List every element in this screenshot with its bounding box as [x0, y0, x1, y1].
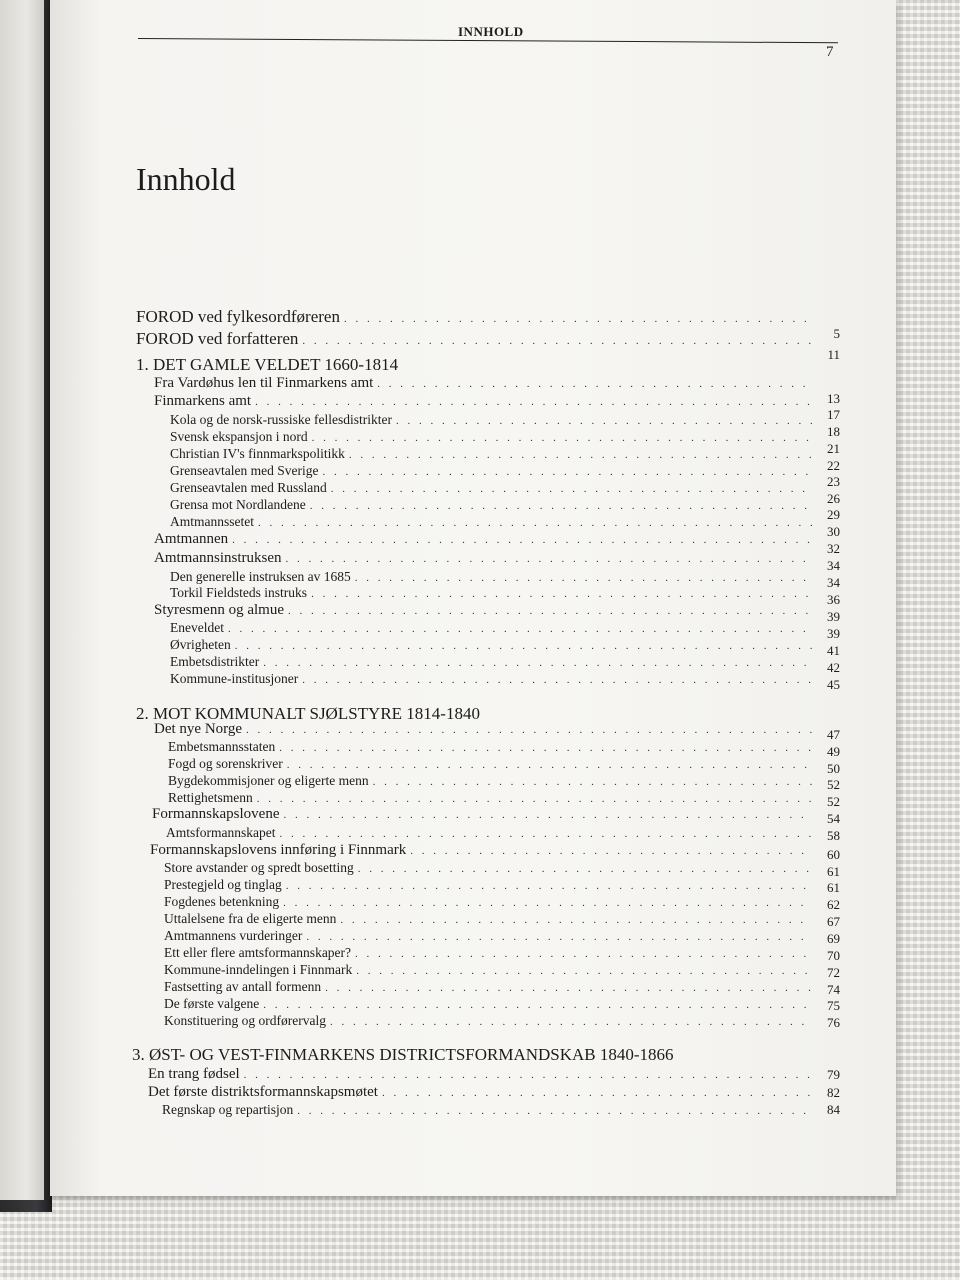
toc-entry	[150, 842, 816, 862]
toc-page-number: 61	[827, 864, 840, 879]
toc-entry-text: Regnskap og repartisjon	[162, 1102, 294, 1117]
leader-dots	[279, 742, 812, 754]
toc-entry-text: FOROD ved forfatteren	[136, 329, 299, 348]
toc-page-number: 39	[827, 626, 840, 641]
leader-dots	[355, 572, 812, 584]
toc-page-number: 36	[827, 592, 840, 607]
toc-entry-text: Fastsetting av antall formenn	[164, 979, 322, 994]
toc-page-number: 13	[827, 391, 840, 406]
leader-dots	[330, 1016, 812, 1028]
toc-entry-text: Den generelle instruksen av 1685	[170, 569, 351, 584]
leader-dots	[228, 623, 812, 635]
toc-page-number: 62	[827, 897, 840, 912]
leader-dots	[258, 517, 812, 529]
toc-entry	[164, 1013, 816, 1033]
leader-dots	[286, 553, 813, 565]
leader-dots	[355, 948, 812, 960]
leader-dots	[344, 313, 812, 325]
toc-entry-text: Amtmannens vurderinger	[164, 928, 303, 943]
toc-entry-text: Øvrigheten	[170, 637, 231, 652]
leader-dots	[286, 880, 812, 892]
leader-dots	[255, 396, 812, 408]
toc-entry	[162, 1102, 814, 1122]
toc-page-number: 79	[827, 1067, 840, 1082]
toc-entry-text: Kommune-inndelingen i Finnmark	[164, 962, 353, 977]
toc-entry-text: Fogdenes betenkning	[164, 894, 280, 909]
toc-page-number: 47	[827, 727, 840, 742]
toc-entry-text: Styresmenn og almue	[154, 602, 284, 618]
leader-dots	[283, 897, 812, 909]
toc-entry	[148, 1066, 814, 1086]
toc-page-number: 34	[827, 575, 840, 590]
toc-page-number: 67	[827, 914, 840, 929]
toc-entry-text: Prestegjeld og tinglag	[164, 877, 282, 892]
toc-page-number: 26	[827, 491, 840, 506]
toc-page-number: 23	[827, 474, 840, 489]
toc-page-number: 42	[827, 660, 840, 675]
toc-page-number: 69	[827, 931, 840, 946]
toc-entry-text: Amtmannsinstruksen	[154, 550, 282, 566]
toc-entry-text: Eneveldet	[170, 620, 224, 635]
toc-page-number: 72	[827, 965, 840, 980]
toc-page-number: 52	[827, 794, 840, 809]
toc-entry	[148, 1084, 814, 1104]
toc-entry	[154, 393, 816, 413]
leader-dots	[302, 335, 812, 347]
leader-dots	[297, 1105, 810, 1117]
toc-entry-text: Fogd og sorenskriver	[168, 756, 283, 771]
leader-dots	[410, 845, 812, 857]
leader-dots	[310, 500, 812, 512]
leader-dots	[283, 809, 812, 821]
toc-entry-text: 2. MOT KOMMUNALT SJØLSTYRE 1814-1840	[136, 704, 480, 723]
toc-entry-text: FOROD ved fylkesordføreren	[136, 307, 340, 326]
toc-page-number: 70	[827, 948, 840, 963]
leader-dots	[306, 931, 812, 943]
toc-chapter-heading	[136, 355, 816, 375]
leader-dots	[244, 1069, 810, 1081]
page-number: 7	[826, 44, 834, 60]
toc-page-number: 49	[827, 744, 840, 759]
toc-page-number: 60	[827, 847, 840, 862]
toc-page-number: 11	[827, 347, 840, 362]
toc-page-number: 30	[827, 524, 840, 539]
toc-entry-text: Grenseavtalen med Russland	[170, 480, 327, 495]
toc-page-number: 74	[827, 982, 840, 997]
toc-entry-text: De første valgene	[164, 996, 260, 1011]
toc-entry-text: Rettighetsmenn	[168, 790, 253, 805]
toc-entry	[136, 307, 816, 327]
leader-dots	[325, 982, 812, 994]
toc-page-number: 22	[827, 458, 840, 473]
toc-page-number: 39	[827, 609, 840, 624]
toc-entry-text: Svensk ekspansjon i nord	[170, 429, 308, 444]
toc-entry-text: Amtsformannskapet	[166, 825, 276, 840]
toc-entry-text: Uttalelsene fra de eligerte menn	[164, 911, 337, 926]
toc-entry-text: Ett eller flere amtsformannskaper?	[164, 945, 352, 960]
toc-entry-text: Det nye Norge	[154, 721, 243, 737]
toc-page-number: 84	[827, 1102, 840, 1117]
leader-dots	[311, 588, 812, 600]
leader-dots	[331, 483, 812, 495]
toc-entry-text: Finmarkens amt	[154, 393, 252, 409]
leader-dots	[356, 965, 812, 977]
toc-page-number: 54	[827, 811, 840, 826]
leader-dots	[349, 449, 812, 461]
toc-page-number: 32	[827, 541, 840, 556]
toc-entry	[154, 531, 816, 551]
toc-entry-text: Christian IV's finnmarkspolitikk	[170, 446, 345, 461]
toc-entry-text: Store avstander og spredt bosetting	[164, 860, 354, 875]
toc-page-number: 50	[827, 761, 840, 776]
toc-page-number: 82	[827, 1085, 840, 1100]
toc-page-number: 61	[827, 880, 840, 895]
leader-dots	[382, 1087, 810, 1099]
leader-dots	[322, 466, 812, 478]
toc-entry-text: Formannskapslovene	[152, 806, 280, 822]
leader-dots	[246, 724, 812, 736]
toc-page-number: 41	[827, 643, 840, 658]
toc-entry	[152, 806, 816, 826]
toc-entry-text: Formannskapslovens innføring i Finnmark	[150, 842, 407, 858]
toc-entry-text: Det første distriktsformannskapsmøtet	[148, 1084, 378, 1100]
toc-page-number: 76	[827, 1015, 840, 1030]
leader-dots	[263, 657, 812, 669]
toc-page-number: 75	[827, 998, 840, 1013]
toc-page-number: 29	[827, 507, 840, 522]
leader-dots	[288, 605, 812, 617]
leader-dots	[302, 674, 812, 686]
toc-page-number: 5	[833, 326, 840, 341]
leader-dots	[358, 863, 812, 875]
toc-entry-text: Torkil Fieldsteds instruks	[170, 585, 308, 600]
toc-entry-text: Grensa mot Nordlandene	[170, 497, 306, 512]
running-head: INNHOLD	[458, 24, 524, 39]
leader-dots	[263, 999, 812, 1011]
toc-entry-text: Kola og de norsk-russiske fellesdistrikter	[170, 412, 392, 427]
leader-dots	[312, 432, 812, 444]
toc-page-number: 52	[827, 777, 840, 792]
toc-entry	[154, 721, 816, 741]
leader-dots	[232, 534, 812, 546]
leader-dots	[279, 828, 812, 840]
toc-chapter-heading	[132, 1045, 822, 1065]
toc-page-number: 58	[827, 828, 840, 843]
toc-entry-text: 1. DET GAMLE VELDET 1660-1814	[136, 355, 399, 374]
toc-entry-text: Embetsmannsstaten	[168, 739, 276, 754]
toc-entry	[136, 329, 816, 349]
toc-page-number: 45	[827, 677, 840, 692]
leader-dots	[257, 793, 812, 805]
toc-entry-text: Embetsdistrikter	[170, 654, 260, 669]
leader-dots	[287, 759, 812, 771]
toc-page-number: 18	[827, 424, 840, 439]
toc-page-number: 34	[827, 558, 840, 573]
leader-dots	[377, 378, 812, 390]
toc-page-number: 17	[827, 407, 840, 422]
toc-entry-text: Fra Vardøhus len til Finmarkens amt	[154, 375, 374, 391]
toc-entry-text: Kommune-institusjoner	[170, 671, 299, 686]
toc-entry-text: Grenseavtalen med Sverige	[170, 463, 319, 478]
leader-dots	[373, 776, 812, 788]
toc-entry-text: Konstituering og ordførervalg	[164, 1013, 326, 1028]
toc-page-number: 21	[827, 441, 840, 456]
toc-entry-text: Amtmannen	[154, 531, 229, 547]
toc-entry-text: En trang fødsel	[148, 1066, 240, 1082]
leader-dots	[340, 914, 812, 926]
page-title: Innhold	[136, 161, 236, 198]
toc-entry-text: Bygdekommisjoner og eligerte menn	[168, 773, 369, 788]
toc-entry-text: 3. ØST- OG VEST-FINMARKENS DISTRICTSFORMANDSKAB 1840-1866	[132, 1045, 674, 1064]
toc-entry	[154, 602, 816, 622]
toc-entry-text: Amtmannssetet	[170, 514, 254, 529]
toc-entry	[154, 550, 816, 570]
toc-entry	[170, 671, 816, 691]
leader-dots	[396, 415, 812, 427]
leader-dots	[235, 640, 812, 652]
toc-entry	[154, 375, 816, 395]
